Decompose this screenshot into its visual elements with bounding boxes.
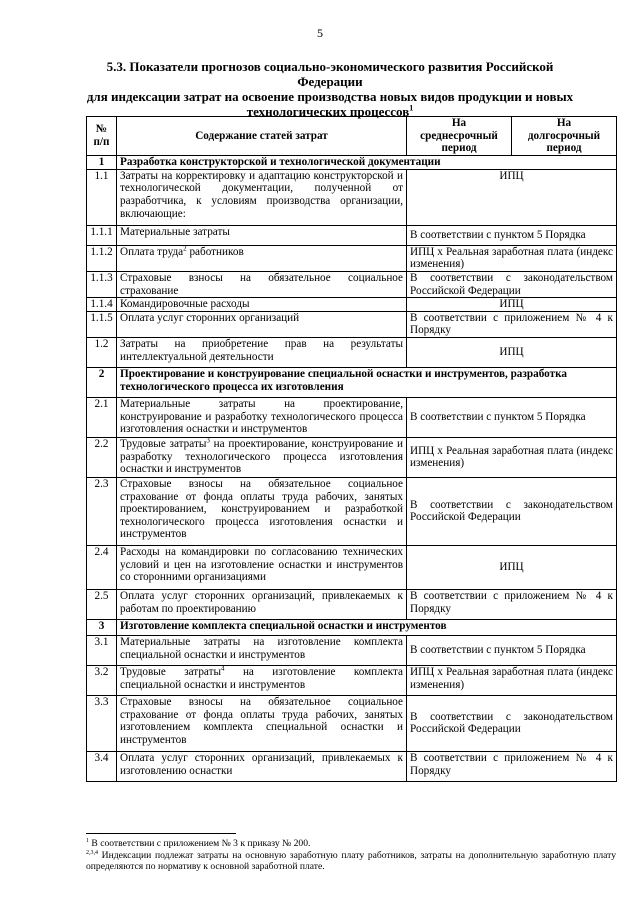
footnote-2-3-4: $^{2,3,4}$ Индексации подлежат затраты на основную заработную плату работников, затраты на дополнительную заработную плату определяются по нормативу к основной заработной плате. — [86, 849, 616, 872]
table-row — [87, 545, 617, 589]
row-number: 1.1.3 — [87, 271, 117, 297]
cost-item: Страховые взносы на обязательное социальное страхование от фонда оплаты труда рабочих, занятых проектированием, конструированием и разработкой технологического процесса изготовления оснастки и инструментов — [117, 477, 407, 545]
index-value: ИПЦ — [407, 298, 617, 312]
table-row — [87, 298, 617, 312]
table-row — [87, 245, 617, 271]
section-name: Проектирование и конструирование специальной оснастки и инструментов, разработка технологического процесса их изготовления — [117, 367, 617, 397]
row-number: 1.1.4 — [87, 298, 117, 312]
row-number: 2.5 — [87, 589, 117, 619]
row-number: 3.4 — [87, 751, 117, 781]
row-number: 3.1 — [87, 635, 117, 665]
section-row — [87, 367, 617, 397]
row-number: 3 — [87, 619, 117, 635]
section-title — [80, 59, 580, 119]
index-value: В соответствии с приложением № 4 к Порядку — [407, 311, 617, 337]
index-value: ИПЦ х Реальная заработная плата (индекс изменения) — [407, 665, 617, 695]
index-value: В соответствии с пунктом 5 Порядка — [407, 635, 617, 665]
cost-item: Оплата услуг сторонних организаций — [117, 311, 407, 337]
table-row — [87, 337, 617, 367]
row-number: 3.2 — [87, 665, 117, 695]
index-value: В соответствии с пунктом 5 Порядка — [407, 397, 617, 437]
index-value: В соответствии с приложением № 4 к Порядку — [407, 589, 617, 619]
header-medium-term: На среднесрочный период — [407, 117, 512, 156]
cost-item: Трудовые затраты$^4$ на изготовление комплекта специальной оснастки и инструментов — [117, 665, 407, 695]
row-number: 2.1 — [87, 397, 117, 437]
cost-item: Командировочные расходы — [117, 298, 407, 312]
row-number: 2.2 — [87, 437, 117, 477]
table-row — [87, 437, 617, 477]
section-row — [87, 155, 617, 169]
cost-item: Страховые взносы на обязательное социальное страхование — [117, 271, 407, 297]
table-row — [87, 477, 617, 545]
header-number: № п/п — [87, 117, 117, 156]
table-row — [87, 665, 617, 695]
section-title-line-1: 5.3. Показатели прогнозов социально-экономического развития Российской Федерации — [106, 59, 554, 89]
cost-item: Страховые взносы на обязательное социальное страхование от фонда оплаты труда рабочих, занятых изготовлением комплекта специальной оснастки и инструментов — [117, 695, 407, 751]
table-row — [87, 635, 617, 665]
footnote-divider — [86, 833, 236, 834]
cost-item: Оплата услуг сторонних организаций, привлекаемых к работам по проектированию — [117, 589, 407, 619]
cost-item: Материальные затраты на изготовление комплекта специальной оснастки и инструментов — [117, 635, 407, 665]
table-row — [87, 311, 617, 337]
row-number: 1.1.2 — [87, 245, 117, 271]
row-number: 2.3 — [87, 477, 117, 545]
table-header-row — [87, 117, 617, 156]
index-value: В соответствии с законодательством Российской Федерации — [407, 695, 617, 751]
cost-item: Затраты на приобретение прав на результаты интеллектуальной деятельности — [117, 337, 407, 367]
cost-item: Материальные затраты — [117, 225, 407, 245]
index-value: В соответствии с законодательством Российской Федерации — [407, 477, 617, 545]
table-row — [87, 397, 617, 437]
table-row — [87, 589, 617, 619]
index-value: В соответствии с законодательством Российской Федерации — [407, 271, 617, 297]
cost-item: Затраты на корректировку и адаптацию конструкторской и технологической документации, полученной от разработчика, к условиям производства организации, включающие: — [117, 169, 407, 225]
section-row — [87, 619, 617, 635]
page-number: 5 — [317, 26, 323, 40]
index-value: В соответствии с приложением № 4 к Порядку — [407, 751, 617, 781]
table-row — [87, 225, 617, 245]
footnote-ref-1: 1 — [409, 103, 414, 113]
header-content: Содержание статей затрат — [117, 117, 407, 156]
section-title-line-3: технологических процессов$^1$ — [246, 103, 414, 119]
row-number: 1.1 — [87, 169, 117, 225]
footnote-ref: 4 — [221, 664, 225, 673]
cost-item: Оплата труда$^2$ работников — [117, 245, 407, 271]
footnotes — [86, 838, 616, 873]
row-number: 1.1.5 — [87, 311, 117, 337]
row-number: 1 — [87, 155, 117, 169]
cost-indexation-table — [86, 116, 617, 782]
row-number: 2.4 — [87, 545, 117, 589]
footnote-1: $^1$ В соответствии с приложением № 3 к приказу № 200. — [86, 837, 311, 849]
index-value: ИПЦ х Реальная заработная плата (индекс изменения) — [407, 245, 617, 271]
footnote-ref: 2 — [183, 244, 187, 253]
row-number: 1.2 — [87, 337, 117, 367]
row-number: 2 — [87, 367, 117, 397]
section-name: Изготовление комплекта специальной оснастки и инструментов — [117, 619, 617, 635]
index-value: В соответствии с пунктом 5 Порядка — [407, 225, 617, 245]
row-number: 3.3 — [87, 695, 117, 751]
cost-item: Трудовые затраты$^3$ на проектирование, конструирование и разработку технологического процесса изготовления оснастки и инструментов — [117, 437, 407, 477]
section-name: Разработка конструкторской и технологической документации — [117, 155, 617, 169]
table-row — [87, 271, 617, 297]
footnote-ref: 3 — [206, 436, 210, 445]
table-row — [87, 695, 617, 751]
table-row — [87, 169, 617, 225]
row-number: 1.1.1 — [87, 225, 117, 245]
table-row — [87, 751, 617, 781]
index-value: ИПЦ — [407, 169, 617, 225]
index-value: ИПЦ х Реальная заработная плата (индекс изменения) — [407, 437, 617, 477]
cost-item: Расходы на командировки по согласованию технических условий и цен на изготовление оснастки и инструментов со сторонними организациями — [117, 545, 407, 589]
index-value: ИПЦ — [407, 337, 617, 367]
section-title-line-2: для индексации затрат на освоение производства новых видов продукции и новых — [86, 89, 574, 104]
header-long-term: На долгосрочный период — [512, 117, 617, 156]
index-value: ИПЦ — [407, 545, 617, 589]
cost-item: Оплата услуг сторонних организаций, привлекаемых к изготовлению оснастки — [117, 751, 407, 781]
cost-item: Материальные затраты на проектирование, конструирование и разработку технологического процесса изготовления оснастки и инструментов — [117, 397, 407, 437]
